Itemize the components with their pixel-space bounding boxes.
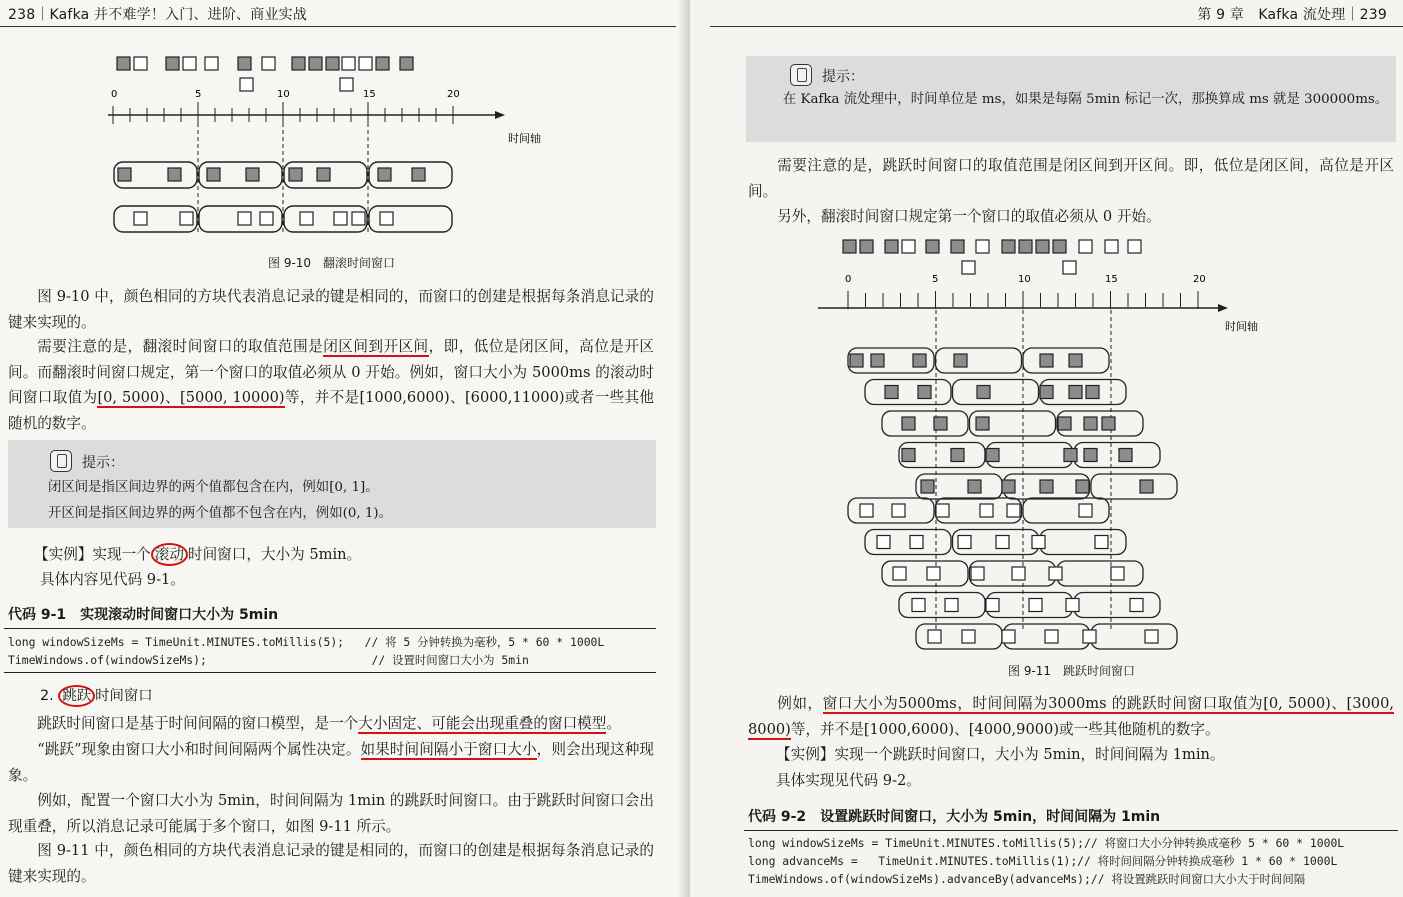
filled-event — [850, 354, 863, 367]
filled-event — [317, 168, 330, 181]
empty-event — [340, 78, 353, 91]
example-line: 【实例】实现一个 滚动 时间窗口，大小为 5min。 — [34, 542, 654, 568]
filled-event — [934, 417, 947, 430]
paragraph-3: 跳跃时间窗口是基于时间间隔的窗口模型，是一个大小固定、可能会出现重叠的窗口模型。 — [37, 715, 621, 732]
filled-event — [309, 57, 322, 70]
circled-hopping: 跳跃 — [58, 685, 95, 707]
filled-event — [289, 168, 302, 181]
empty-event — [1012, 567, 1025, 580]
paragraph-3: 例如，窗口大小为5000ms，时间间隔为3000ms 的跳跃时间窗口取值为[0, 5000)、[3000, 8000)等，并不是[1000,6000)、[4000,9000)或一些其他随机的数字。 — [748, 695, 1394, 738]
hopping-window — [882, 411, 968, 436]
code-rule-top — [4, 628, 656, 629]
empty-event — [962, 261, 975, 274]
filled-event — [885, 386, 898, 399]
empty-event — [1029, 599, 1042, 612]
empty-event — [1063, 261, 1076, 274]
empty-event — [183, 57, 196, 70]
filled-event — [1102, 417, 1115, 430]
hopping-window — [953, 380, 1039, 405]
filled-event — [166, 57, 179, 70]
empty-event — [352, 212, 365, 225]
filled-event — [246, 168, 259, 181]
empty-event — [1095, 536, 1108, 549]
axis-label: 时间轴 — [1225, 320, 1258, 333]
paragraph-2: 需要注意的是，翻滚时间窗口的取值范围是闭区间到开区间，即，低位是闭区间，高位是开区间。而翻滚时间窗口规定，第一个窗口的取值必须从 0 开始。例如，窗口大小为 5000ms 的滚动时间窗口取值为[0, 5000)、[5000, 10000)等，并不是[1000,6000)、[6000,11000)或者一些其他随机的数字。 — [8, 338, 654, 432]
empty-event — [962, 630, 975, 643]
filled-event — [1002, 480, 1015, 493]
filled-event — [913, 354, 926, 367]
code-rule-bottom — [4, 672, 656, 673]
tip-line: 在 Kafka 流处理中，时间单位是 ms，如果是每隔 5min 标记一次，那换算成 ms 就是 300000ms。 — [782, 92, 1389, 107]
empty-event — [134, 212, 147, 225]
circled-tumbling: 滚动 — [151, 543, 188, 566]
empty-event — [976, 240, 989, 253]
empty-event — [359, 57, 372, 70]
filled-event — [376, 57, 389, 70]
filled-event — [1040, 480, 1053, 493]
hopping-window — [1023, 498, 1109, 523]
filled-event — [951, 240, 964, 253]
paragraph-5: 例如，配置一个窗口大小为 5min，时间间隔为 1min 的跳跃时间窗口。由于跳跃时间窗口会出现重叠，所以消息记录可能属于多个窗口，如图 9-11 所示。 — [8, 792, 654, 835]
hopping-window — [1040, 530, 1126, 555]
empty-event — [205, 57, 218, 70]
empty-event — [134, 57, 147, 70]
filled-event — [860, 240, 873, 253]
filled-event — [921, 480, 934, 493]
filled-event — [207, 168, 220, 181]
figure-9-11 — [690, 230, 1403, 660]
filled-event — [292, 57, 305, 70]
filled-event — [902, 417, 915, 430]
filled-event — [1036, 240, 1049, 253]
empty-event — [986, 599, 999, 612]
figure-9-11-caption: 图 9-11 跳跃时间窗口 — [1008, 664, 1136, 678]
tip-line-1: 闭区间是指区间边界的两个值都包含在内，例如[0, 1]。 — [48, 480, 379, 495]
header-rule — [0, 26, 676, 27]
code-9-2-line-2: long advanceMs = TimeUnit.MINUTES.toMillis(1);// 将时间间隔分钟转换成毫秒 1 * 60 * 1000L — [748, 854, 1338, 868]
empty-event — [1045, 630, 1058, 643]
tip-title: 提示： — [822, 69, 864, 85]
highlight-closed-open: 闭区间到开区间 — [323, 338, 429, 355]
tip-title: 提示： — [82, 455, 124, 471]
filled-event — [1053, 240, 1066, 253]
tick-labels — [845, 274, 1206, 285]
empty-event — [971, 567, 984, 580]
hopping-window — [865, 380, 951, 405]
empty-event — [342, 57, 355, 70]
empty-event — [1079, 240, 1092, 253]
paragraph-4: “跳跃”现象由窗口大小和时间间隔两个属性决定。如果时间间隔小于窗口大小，则会出现这种现象。 — [8, 741, 654, 784]
filled-event — [1084, 449, 1097, 462]
tick-label-0: 0 — [111, 89, 118, 100]
empty-event — [958, 536, 971, 549]
example-line: 【实例】实现一个跳跃时间窗口，大小为 5min，时间间隔为 1min。 — [776, 746, 1225, 763]
empty-event — [300, 212, 313, 225]
empty-event — [260, 212, 273, 225]
empty-event — [928, 630, 941, 643]
empty-event — [936, 504, 949, 517]
filled-event — [902, 449, 915, 462]
tip-line-2: 开区间是指区间边界的两个值都不包含在内，例如(0, 1)。 — [48, 506, 392, 521]
left-page — [0, 0, 690, 897]
tick-labels — [111, 89, 460, 100]
filled-event — [1064, 449, 1077, 462]
filled-event — [1040, 386, 1053, 399]
hopping-window — [1057, 561, 1143, 586]
code-9-2-line-3: TimeWindows.of(windowSizeMs).advanceBy(advanceMs);// 将设置跳跃时间窗口大小大于时间间隔 — [748, 872, 1306, 886]
paragraph-2: 另外，翻滚时间窗口规定第一个窗口的取值必须从 0 开始。 — [777, 208, 1161, 225]
empty-event — [1066, 599, 1079, 612]
empty-event — [1083, 630, 1096, 643]
paragraph-1: 需要注意的是，跳跃时间窗口的取值范围是闭区间到开区间。即，低位是闭区间，高位是开区间。 — [748, 157, 1394, 200]
figure-9-10-caption: 图 9-10 翻滚时间窗口 — [268, 256, 396, 270]
filled-event — [378, 168, 391, 181]
right-page-header: 第 9 章 Kafka 流处理｜239 — [1197, 7, 1387, 23]
code-rule-top — [744, 830, 1398, 831]
empty-event — [893, 567, 906, 580]
tick-label-20: 20 — [447, 89, 460, 100]
hopping-window — [1074, 593, 1160, 618]
highlight-fixed-overlap: 大小固定、可能会出现重叠的窗口模型 — [358, 715, 607, 732]
left-page-header: 238｜Kafka 并不难学！入门、进阶、商业实战 — [8, 7, 308, 23]
tip-box — [8, 440, 656, 528]
hopping-window — [1091, 624, 1177, 649]
tick-label-5: 5 — [932, 274, 939, 285]
filled-event — [1002, 240, 1015, 253]
empty-event — [927, 567, 940, 580]
tick-label-15: 15 — [1105, 274, 1118, 285]
filled-event — [871, 354, 884, 367]
filled-event — [976, 417, 989, 430]
code-9-2-title: 代码 9-2 设置跳跃时间窗口，大小为 5min，时间间隔为 1min — [748, 809, 1161, 825]
empty-event — [262, 57, 275, 70]
tick-label-5: 5 — [195, 89, 202, 100]
empty-event — [1079, 504, 1092, 517]
filled-event — [1084, 417, 1097, 430]
example-ref: 具体实现见代码 9-2。 — [776, 772, 921, 789]
hopping-window — [936, 348, 1022, 373]
empty-event — [380, 212, 393, 225]
filled-event — [968, 480, 981, 493]
filled-event — [843, 240, 856, 253]
empty-event — [980, 504, 993, 517]
tick-label-20: 20 — [1193, 274, 1206, 285]
filled-event — [117, 57, 130, 70]
tick-label-10: 10 — [1018, 274, 1031, 285]
header-rule — [710, 26, 1403, 27]
time-axis — [108, 111, 505, 119]
filled-event — [1119, 449, 1132, 462]
filled-event — [118, 168, 131, 181]
tip-icon — [790, 64, 812, 86]
filled-event — [412, 168, 425, 181]
section-heading: 2. 跳跃 时间窗口 — [40, 684, 153, 710]
empty-event — [910, 536, 923, 549]
paragraph-1: 图 9-10 中，颜色相同的方块代表消息记录的键是相同的，而窗口的创建是根据每条消息记录的键来实现的。 — [8, 288, 654, 331]
filled-event — [954, 354, 967, 367]
empty-event — [1007, 504, 1020, 517]
code-9-1-line-2: TimeWindows.of(windowSizeMs); // 设置时间窗口大小为 5min — [8, 653, 529, 667]
empty-event — [945, 599, 958, 612]
event-blocks — [843, 240, 1141, 274]
empty-event — [334, 212, 347, 225]
filled-event — [168, 168, 181, 181]
empty-event — [1128, 240, 1141, 253]
tick-label-15: 15 — [363, 89, 376, 100]
paragraph-6: 图 9-11 中，颜色相同的方块代表消息记录的键是相同的，而窗口的创建是根据每条消息记录的键来实现的。 — [8, 842, 654, 885]
empty-event — [877, 536, 890, 549]
highlight-interval-smaller: 如果时间间隔小于窗口大小 — [360, 741, 537, 758]
right-page — [690, 0, 1403, 897]
filled-event — [326, 57, 339, 70]
empty-event — [1049, 567, 1062, 580]
filled-event — [238, 57, 251, 70]
tip-icon — [50, 450, 72, 472]
filled-event — [1069, 386, 1082, 399]
tick-label-10: 10 — [277, 89, 290, 100]
empty-event — [1111, 567, 1124, 580]
empty-event — [1105, 240, 1118, 253]
code-9-1-title: 代码 9-1 实现滚动时间窗口大小为 5min — [8, 607, 279, 623]
empty-event — [860, 504, 873, 517]
filled-event — [1140, 480, 1153, 493]
axis-label: 时间轴 — [508, 132, 541, 145]
filled-event — [1086, 386, 1099, 399]
empty-event — [1002, 630, 1015, 643]
example-ref: 具体内容见代码 9-1。 — [40, 571, 185, 588]
filled-event — [977, 386, 990, 399]
empty-event — [1032, 536, 1045, 549]
filled-event — [986, 449, 999, 462]
empty-event — [892, 504, 905, 517]
code-9-2-line-1: long windowSizeMs = TimeUnit.MINUTES.toMillis(5);// 将窗口大小分钟转换成毫秒 5 * 60 * 1000L — [748, 836, 1345, 850]
filled-event — [1019, 240, 1032, 253]
axis-ticks — [113, 106, 453, 124]
axis-ticks — [848, 291, 1198, 309]
empty-event — [1145, 630, 1158, 643]
filled-event — [1040, 354, 1053, 367]
tip-box — [746, 56, 1396, 142]
empty-event — [912, 599, 925, 612]
hopping-window — [1023, 348, 1109, 373]
highlight-hopping-range: 窗口大小为5000ms，时间间隔为3000ms 的跳跃时间窗口取值为[0, 5000)、[3000, 8000) — [748, 695, 1394, 738]
highlight-range-example: [0, 5000)、[5000, 10000) — [97, 389, 285, 407]
code-9-1-line-1: long windowSizeMs = TimeUnit.MINUTES.toMillis(5); // 将 5 分钟转换为毫秒，5 * 60 * 1000L — [8, 635, 605, 649]
empty-event — [1130, 599, 1143, 612]
filled-event — [885, 240, 898, 253]
empty-event — [180, 212, 193, 225]
empty-event — [240, 78, 253, 91]
filled-event — [1076, 480, 1089, 493]
event-blocks — [117, 57, 413, 91]
filled-event — [1069, 354, 1082, 367]
filled-event — [918, 386, 931, 399]
empty-event — [238, 212, 251, 225]
filled-event — [1058, 417, 1071, 430]
figure-9-10 — [0, 40, 680, 250]
filled-event — [400, 57, 413, 70]
empty-event — [902, 240, 915, 253]
hopping-windows — [848, 310, 1177, 649]
empty-event — [996, 536, 1009, 549]
tick-label-0: 0 — [845, 274, 852, 285]
hopping-window — [1091, 474, 1177, 499]
filled-event — [951, 449, 964, 462]
filled-event — [926, 240, 939, 253]
